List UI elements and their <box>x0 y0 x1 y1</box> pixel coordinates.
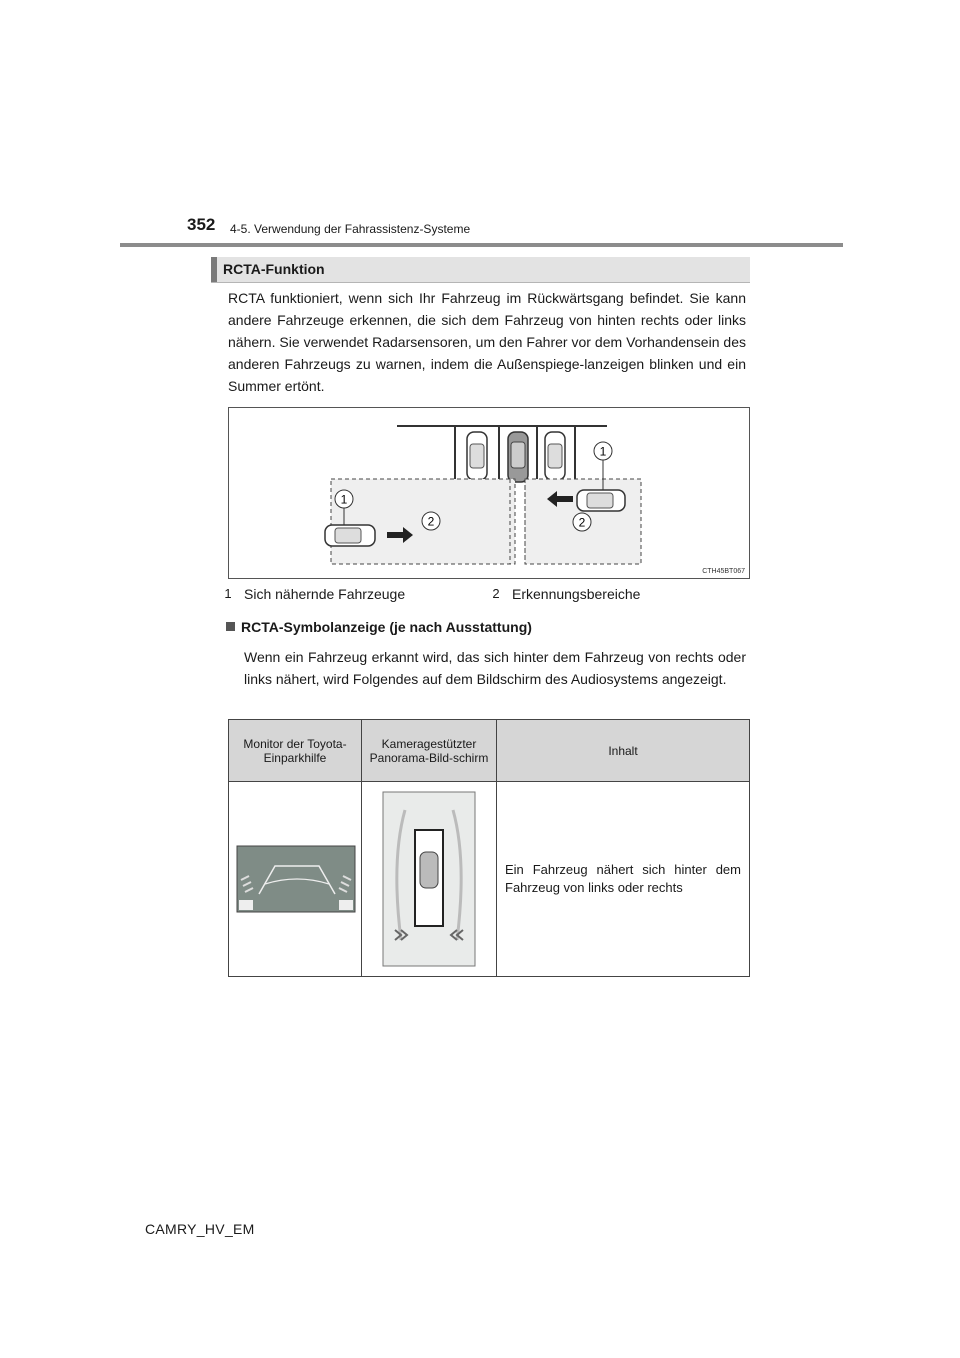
approaching-car-left-icon <box>325 525 375 546</box>
callout-2: 2 <box>427 514 435 529</box>
section-accent <box>211 257 217 282</box>
table-row <box>229 782 750 977</box>
subsection-heading <box>226 619 532 635</box>
footer-model-code: CAMRY_HV_EM <box>145 1221 255 1237</box>
figure-code: CTH45BT067 <box>702 568 745 575</box>
parked-car-icon <box>545 432 565 480</box>
approaching-car-right-icon <box>577 490 625 511</box>
panoramic-view-screen-icon <box>381 790 477 968</box>
section-title: RCTA-Funktion <box>223 261 325 277</box>
square-bullet-icon <box>226 622 235 631</box>
legend-label: Erkennungsbereiche <box>512 586 641 602</box>
subsection-paragraph: Wenn ein Fahrzeug erkannt wird, das sich hinter dem Fahrzeug von rechts oder links nähert, wird Folgendes auf dem Bildschirm des Audiosystems angezeigt. <box>244 649 746 687</box>
intro-paragraph: RCTA funktioniert, wenn sich Ihr Fahrzeug im Rückwärtsgang befindet. Sie kann andere Fahrzeuge erkennen, die sich dem Fahrzeug von hinten rechts oder links nähern. Sie verwendet Radarsensoren, um den Fahrer vor dem Vorhandensein des anderen Fahrzeugs zu warnen, indem die Außenspiege-lanzeigen blinken und ein Summer ertönt. <box>228 290 746 394</box>
rcta-diagram <box>228 407 750 579</box>
table-header: Kameragestützter Panorama-Bild-schirm <box>362 720 497 782</box>
legend-item <box>220 585 405 603</box>
legend-number: 1 <box>224 586 232 601</box>
header-rule <box>120 243 843 247</box>
legend-label: Sich nähernde Fahrzeuge <box>244 586 406 602</box>
table-header-row <box>229 720 750 782</box>
legend-item <box>488 585 640 603</box>
table-header: Inhalt <box>497 720 750 782</box>
rcta-illustration <box>229 408 749 578</box>
callout-1: 1 <box>599 444 607 459</box>
section-heading-bar <box>211 257 750 283</box>
toyota-monitor-cell <box>229 782 362 977</box>
parked-car-icon <box>467 432 487 480</box>
rcta-indicator-table <box>228 719 750 977</box>
content-cell: Ein Fahrzeug nähert sich hinter dem Fahrzeug von links oder rechts <box>497 782 750 977</box>
panoramic-view-cell <box>362 782 497 977</box>
callout-2: 2 <box>578 515 586 530</box>
rear-camera-screen-icon <box>231 844 359 914</box>
callout-1: 1 <box>340 492 348 507</box>
table-header: Monitor der Toyota-Einparkhilfe <box>229 720 362 782</box>
own-car-icon <box>508 432 528 482</box>
chapter-title: 4-5. Verwendung der Fahrassistenz-Systeme <box>230 222 471 236</box>
page-number: 352 <box>187 215 216 234</box>
subsection-title: RCTA-Symbolanzeige (je nach Ausstattung) <box>241 619 532 635</box>
legend-number: 2 <box>492 586 500 601</box>
